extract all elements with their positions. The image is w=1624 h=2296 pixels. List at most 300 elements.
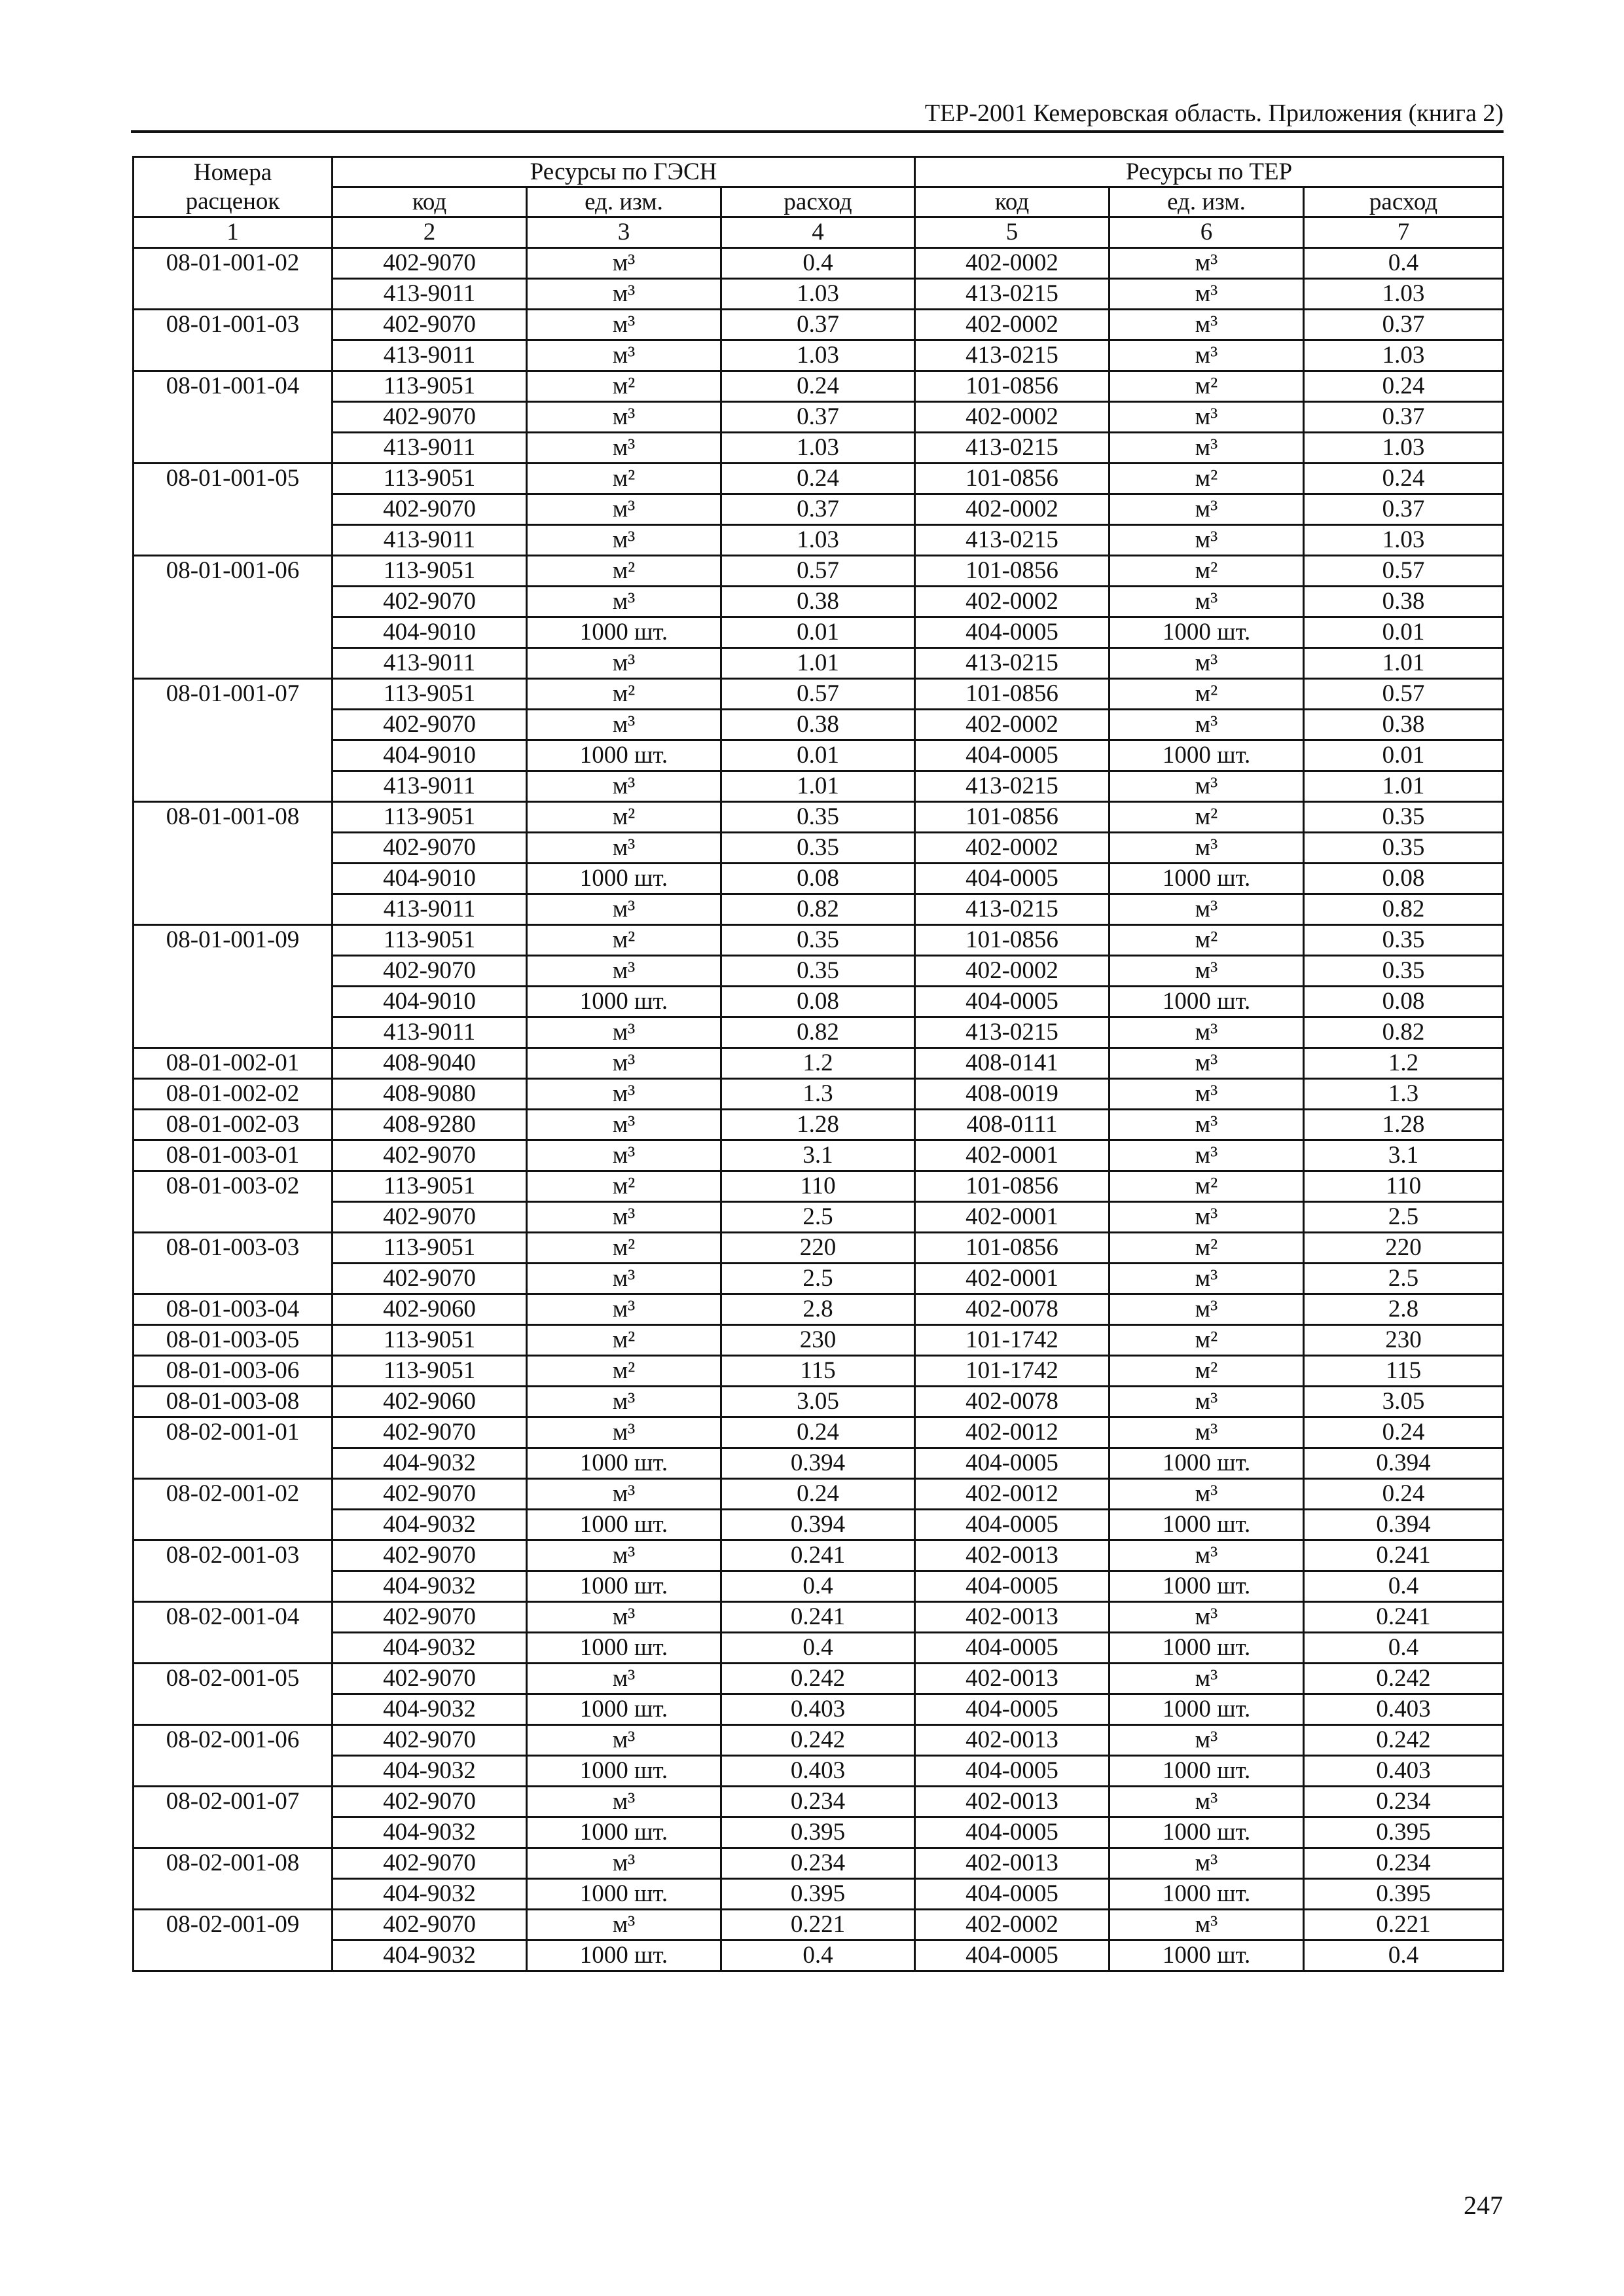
gesn-code-cell: 402-9070	[333, 1910, 527, 1941]
rate-number-cell: 08-01-001-06	[134, 556, 333, 587]
gesn-amount-cell: 0.234	[721, 1848, 915, 1879]
gesn-code-cell: 404-9032	[333, 1756, 527, 1787]
gesn-code-cell: 402-9060	[333, 1387, 527, 1417]
gesn-unit-cell: м³	[527, 833, 721, 864]
gesn-unit-cell: 1000 шт.	[527, 864, 721, 894]
ter-unit-cell: м²	[1110, 556, 1304, 587]
ter-amount-cell: 0.08	[1304, 864, 1504, 894]
ter-amount-cell: 1.3	[1304, 1079, 1504, 1110]
col-number: 7	[1304, 217, 1504, 248]
ter-code-cell: 404-0005	[915, 1510, 1110, 1540]
gesn-amount-cell: 2.8	[721, 1294, 915, 1325]
gesn-amount-cell: 115	[721, 1356, 915, 1387]
gesn-amount-cell: 0.08	[721, 864, 915, 894]
gesn-code-cell: 404-9032	[333, 1694, 527, 1725]
gesn-unit-cell: м³	[527, 1387, 721, 1417]
ter-unit-cell: 1000 шт.	[1110, 1817, 1304, 1848]
ter-amount-cell: 0.4	[1304, 1941, 1504, 1971]
gesn-unit-cell: 1000 шт.	[527, 1941, 721, 1971]
rate-number-cell-empty	[134, 740, 333, 771]
ter-code-cell: 101-0856	[915, 464, 1110, 494]
ter-code-cell: 413-0215	[915, 648, 1110, 679]
rate-number-cell: 08-02-001-05	[134, 1664, 333, 1694]
ter-code-cell: 101-0856	[915, 1233, 1110, 1264]
ter-code-cell: 402-0013	[915, 1540, 1110, 1571]
gesn-unit-cell: 1000 шт.	[527, 1879, 721, 1910]
ter-code-cell: 404-0005	[915, 1633, 1110, 1664]
ter-unit-cell: м³	[1110, 1479, 1304, 1510]
ter-amount-cell: 2.5	[1304, 1202, 1504, 1233]
ter-code-cell: 402-0013	[915, 1848, 1110, 1879]
rate-number-cell-empty	[134, 648, 333, 679]
ter-amount-cell: 0.57	[1304, 556, 1504, 587]
ter-amount-cell: 1.03	[1304, 279, 1504, 310]
gesn-amount-cell: 0.57	[721, 679, 915, 710]
gesn-unit-cell: 1000 шт.	[527, 1756, 721, 1787]
ter-unit-cell: м³	[1110, 340, 1304, 371]
ter-unit-cell: м³	[1110, 1264, 1304, 1294]
gesn-unit-cell: м³	[527, 1140, 721, 1171]
rate-number-cell-empty	[134, 771, 333, 802]
ter-amount-cell: 0.234	[1304, 1848, 1504, 1879]
rate-number-cell: 08-02-001-04	[134, 1602, 333, 1633]
gesn-code-cell: 402-9070	[333, 248, 527, 279]
gesn-unit-cell: 1000 шт.	[527, 1448, 721, 1479]
ter-amount-cell: 0.57	[1304, 679, 1504, 710]
ter-unit-cell: 1000 шт.	[1110, 1756, 1304, 1787]
ter-unit-cell: м³	[1110, 1079, 1304, 1110]
table-row	[134, 402, 1504, 433]
gesn-code-cell: 408-9080	[333, 1079, 527, 1110]
ter-amount-cell: 3.1	[1304, 1140, 1504, 1171]
col-gesn-amount: расход	[721, 187, 915, 217]
rate-number-cell-empty	[134, 1202, 333, 1233]
rate-number-cell: 08-02-001-02	[134, 1479, 333, 1510]
gesn-unit-cell: м²	[527, 802, 721, 833]
ter-amount-cell: 0.395	[1304, 1879, 1504, 1910]
rate-number-cell-empty	[134, 1264, 333, 1294]
ter-amount-cell: 1.03	[1304, 525, 1504, 556]
gesn-unit-cell: м³	[527, 1848, 721, 1879]
gesn-unit-cell: м³	[527, 1417, 721, 1448]
ter-code-cell: 404-0005	[915, 1571, 1110, 1602]
gesn-amount-cell: 0.35	[721, 925, 915, 956]
ter-amount-cell: 0.38	[1304, 587, 1504, 617]
rate-number-cell-empty	[134, 1817, 333, 1848]
gesn-group-header: Ресурсы по ГЭСН	[333, 157, 915, 187]
ter-amount-cell: 2.8	[1304, 1294, 1504, 1325]
ter-code-cell: 402-0001	[915, 1264, 1110, 1294]
rate-number-cell: 08-01-003-01	[134, 1140, 333, 1171]
ter-unit-cell: 1000 шт.	[1110, 864, 1304, 894]
table-head	[134, 157, 1504, 248]
gesn-code-cell: 404-9032	[333, 1633, 527, 1664]
col-number: 4	[721, 217, 915, 248]
ter-amount-cell: 0.35	[1304, 833, 1504, 864]
ter-unit-cell: м²	[1110, 802, 1304, 833]
rate-number-cell: 08-01-003-06	[134, 1356, 333, 1387]
table-row	[134, 1325, 1504, 1356]
gesn-amount-cell: 0.394	[721, 1448, 915, 1479]
ter-amount-cell: 110	[1304, 1171, 1504, 1202]
gesn-unit-cell: м²	[527, 556, 721, 587]
ter-unit-cell: м³	[1110, 1417, 1304, 1448]
ter-code-cell: 404-0005	[915, 1941, 1110, 1971]
table-row	[134, 279, 1504, 310]
ter-amount-cell: 0.37	[1304, 494, 1504, 525]
ter-unit-cell: м³	[1110, 1602, 1304, 1633]
gesn-unit-cell: 1000 шт.	[527, 1817, 721, 1848]
gesn-code-cell: 404-9032	[333, 1817, 527, 1848]
table-row	[134, 1140, 1504, 1171]
gesn-unit-cell: м³	[527, 1110, 721, 1140]
table-row	[134, 1448, 1504, 1479]
ter-code-cell: 402-0078	[915, 1294, 1110, 1325]
ter-amount-cell: 0.01	[1304, 617, 1504, 648]
gesn-code-cell: 408-9040	[333, 1048, 527, 1079]
ter-amount-cell: 0.35	[1304, 956, 1504, 987]
ter-unit-cell: 1000 шт.	[1110, 1941, 1304, 1971]
ter-unit-cell: 1000 шт.	[1110, 740, 1304, 771]
gesn-code-cell: 404-9032	[333, 1941, 527, 1971]
table-row	[134, 956, 1504, 987]
rate-number-cell-empty	[134, 987, 333, 1017]
rate-number-cell: 08-01-003-02	[134, 1171, 333, 1202]
gesn-amount-cell: 1.03	[721, 525, 915, 556]
header-row-numbers	[134, 217, 1504, 248]
gesn-unit-cell: 1000 шт.	[527, 740, 721, 771]
gesn-code-cell: 402-9070	[333, 1848, 527, 1879]
gesn-unit-cell: м³	[527, 1787, 721, 1817]
table-row	[134, 1387, 1504, 1417]
ter-code-cell: 402-0002	[915, 1910, 1110, 1941]
ter-code-cell: 408-0141	[915, 1048, 1110, 1079]
ter-unit-cell: м³	[1110, 587, 1304, 617]
table-row	[134, 1048, 1504, 1079]
ter-unit-cell: м²	[1110, 464, 1304, 494]
gesn-unit-cell: м²	[527, 1233, 721, 1264]
ter-unit-cell: 1000 шт.	[1110, 1448, 1304, 1479]
gesn-code-cell: 113-9051	[333, 1325, 527, 1356]
gesn-amount-cell: 0.24	[721, 371, 915, 402]
table-row	[134, 1756, 1504, 1787]
ter-code-cell: 101-0856	[915, 679, 1110, 710]
ter-unit-cell: м³	[1110, 1387, 1304, 1417]
gesn-code-cell: 413-9011	[333, 894, 527, 925]
rate-number-cell-empty	[134, 1510, 333, 1540]
col-ter-unit: ед. изм.	[1110, 187, 1304, 217]
rate-number-cell-empty	[134, 710, 333, 740]
ter-code-cell: 101-1742	[915, 1325, 1110, 1356]
gesn-amount-cell: 0.35	[721, 956, 915, 987]
ter-unit-cell: м³	[1110, 1910, 1304, 1941]
gesn-code-cell: 402-9070	[333, 1417, 527, 1448]
ter-amount-cell: 0.37	[1304, 402, 1504, 433]
ter-unit-cell: м³	[1110, 279, 1304, 310]
gesn-unit-cell: 1000 шт.	[527, 1510, 721, 1540]
table-row	[134, 1079, 1504, 1110]
gesn-code-cell: 113-9051	[333, 1171, 527, 1202]
gesn-code-cell: 413-9011	[333, 1017, 527, 1048]
gesn-amount-cell: 0.4	[721, 248, 915, 279]
gesn-amount-cell: 0.35	[721, 802, 915, 833]
table-row	[134, 1510, 1504, 1540]
ter-code-cell: 402-0013	[915, 1725, 1110, 1756]
col-gesn-unit: ед. изм.	[527, 187, 721, 217]
ter-code-cell: 413-0215	[915, 771, 1110, 802]
table-row	[134, 248, 1504, 279]
gesn-amount-cell: 0.4	[721, 1941, 915, 1971]
ter-unit-cell: м³	[1110, 494, 1304, 525]
ter-amount-cell: 0.08	[1304, 987, 1504, 1017]
table-row	[134, 1356, 1504, 1387]
rate-number-cell-empty	[134, 1694, 333, 1725]
ter-code-cell: 402-0002	[915, 710, 1110, 740]
table-row	[134, 340, 1504, 371]
rate-number-cell: 08-01-003-04	[134, 1294, 333, 1325]
gesn-amount-cell: 1.3	[721, 1079, 915, 1110]
ter-amount-cell: 0.35	[1304, 802, 1504, 833]
table-row	[134, 771, 1504, 802]
gesn-amount-cell: 0.24	[721, 1479, 915, 1510]
gesn-amount-cell: 3.05	[721, 1387, 915, 1417]
gesn-amount-cell: 1.03	[721, 279, 915, 310]
ter-code-cell: 404-0005	[915, 1448, 1110, 1479]
ter-unit-cell: м³	[1110, 1848, 1304, 1879]
gesn-amount-cell: 0.38	[721, 710, 915, 740]
ter-amount-cell: 220	[1304, 1233, 1504, 1264]
ter-unit-cell: м³	[1110, 771, 1304, 802]
table-row	[134, 925, 1504, 956]
gesn-unit-cell: м²	[527, 1325, 721, 1356]
rate-number-cell: 08-02-001-06	[134, 1725, 333, 1756]
gesn-code-cell: 402-9070	[333, 402, 527, 433]
ter-unit-cell: 1000 шт.	[1110, 1510, 1304, 1540]
ter-code-cell: 101-0856	[915, 925, 1110, 956]
gesn-code-cell: 404-9010	[333, 987, 527, 1017]
ter-unit-cell: м³	[1110, 956, 1304, 987]
gesn-amount-cell: 0.403	[721, 1694, 915, 1725]
header-row-groups	[134, 157, 1504, 187]
col-number: 5	[915, 217, 1110, 248]
rate-number-cell-empty	[134, 402, 333, 433]
table-row	[134, 648, 1504, 679]
gesn-unit-cell: м³	[527, 1264, 721, 1294]
table-row	[134, 587, 1504, 617]
col-ter-code: код	[915, 187, 1110, 217]
ter-unit-cell: м³	[1110, 1725, 1304, 1756]
ter-unit-cell: м³	[1110, 710, 1304, 740]
ter-amount-cell: 0.241	[1304, 1602, 1504, 1633]
ter-amount-cell: 0.82	[1304, 1017, 1504, 1048]
gesn-code-cell: 413-9011	[333, 525, 527, 556]
table-row	[134, 371, 1504, 402]
gesn-amount-cell: 0.37	[721, 402, 915, 433]
page-number: 247	[1464, 2191, 1503, 2220]
gesn-code-cell: 402-9070	[333, 710, 527, 740]
gesn-amount-cell: 0.24	[721, 1417, 915, 1448]
table-row	[134, 1633, 1504, 1664]
table-row	[134, 1264, 1504, 1294]
ter-amount-cell: 1.28	[1304, 1110, 1504, 1140]
gesn-code-cell: 404-9032	[333, 1448, 527, 1479]
rate-number-cell: 08-01-001-07	[134, 679, 333, 710]
ter-unit-cell: 1000 шт.	[1110, 1633, 1304, 1664]
rate-number-cell-empty	[134, 525, 333, 556]
gesn-amount-cell: 0.82	[721, 1017, 915, 1048]
gesn-amount-cell: 1.01	[721, 771, 915, 802]
table-row	[134, 1817, 1504, 1848]
gesn-code-cell: 402-9070	[333, 956, 527, 987]
ter-code-cell: 402-0012	[915, 1479, 1110, 1510]
table-body	[134, 248, 1504, 1971]
table-row	[134, 1664, 1504, 1694]
gesn-code-cell: 113-9051	[333, 1356, 527, 1387]
gesn-unit-cell: м²	[527, 371, 721, 402]
header-row-columns	[134, 187, 1504, 217]
ter-unit-cell: 1000 шт.	[1110, 987, 1304, 1017]
ter-unit-cell: м²	[1110, 1171, 1304, 1202]
gesn-code-cell: 404-9010	[333, 864, 527, 894]
ter-amount-cell: 0.403	[1304, 1694, 1504, 1725]
ter-code-cell: 402-0001	[915, 1202, 1110, 1233]
gesn-amount-cell: 1.2	[721, 1048, 915, 1079]
gesn-amount-cell: 0.241	[721, 1602, 915, 1633]
rate-number-cell: 08-01-002-03	[134, 1110, 333, 1140]
col-number: 3	[527, 217, 721, 248]
rate-number-cell: 08-01-003-05	[134, 1325, 333, 1356]
table-row	[134, 433, 1504, 464]
gesn-amount-cell: 1.28	[721, 1110, 915, 1140]
gesn-unit-cell: м³	[527, 340, 721, 371]
ter-code-cell: 402-0002	[915, 587, 1110, 617]
gesn-code-cell: 404-9032	[333, 1571, 527, 1602]
table-row	[134, 1725, 1504, 1756]
gesn-amount-cell: 0.08	[721, 987, 915, 1017]
gesn-code-cell: 402-9070	[333, 1787, 527, 1817]
ter-code-cell: 402-0002	[915, 494, 1110, 525]
ter-code-cell: 404-0005	[915, 1879, 1110, 1910]
gesn-amount-cell: 230	[721, 1325, 915, 1356]
gesn-unit-cell: 1000 шт.	[527, 1571, 721, 1602]
rate-number-cell-empty	[134, 1571, 333, 1602]
ter-amount-cell: 0.24	[1304, 1417, 1504, 1448]
gesn-amount-cell: 0.24	[721, 464, 915, 494]
ter-code-cell: 408-0019	[915, 1079, 1110, 1110]
gesn-unit-cell: м³	[527, 771, 721, 802]
gesn-code-cell: 113-9051	[333, 1233, 527, 1264]
ter-code-cell: 402-0078	[915, 1387, 1110, 1417]
gesn-code-cell: 402-9070	[333, 833, 527, 864]
gesn-code-cell: 402-9070	[333, 494, 527, 525]
table-row	[134, 833, 1504, 864]
ter-unit-cell: м³	[1110, 894, 1304, 925]
table-row	[134, 1417, 1504, 1448]
table-row	[134, 556, 1504, 587]
ter-code-cell: 402-0002	[915, 833, 1110, 864]
ter-amount-cell: 0.24	[1304, 1479, 1504, 1510]
gesn-amount-cell: 0.37	[721, 310, 915, 340]
ter-code-cell: 402-0002	[915, 402, 1110, 433]
gesn-amount-cell: 2.5	[721, 1202, 915, 1233]
ter-unit-cell: м³	[1110, 1110, 1304, 1140]
gesn-code-cell: 402-9070	[333, 1264, 527, 1294]
gesn-unit-cell: м²	[527, 1356, 721, 1387]
ter-code-cell: 413-0215	[915, 525, 1110, 556]
gesn-amount-cell: 0.37	[721, 494, 915, 525]
table-row	[134, 987, 1504, 1017]
table-row	[134, 1110, 1504, 1140]
ter-code-cell: 402-0002	[915, 956, 1110, 987]
ter-amount-cell: 3.05	[1304, 1387, 1504, 1417]
ter-amount-cell: 0.394	[1304, 1448, 1504, 1479]
gesn-unit-cell: 1000 шт.	[527, 617, 721, 648]
col-number: 2	[333, 217, 527, 248]
gesn-amount-cell: 0.242	[721, 1725, 915, 1756]
rate-number-cell-empty	[134, 833, 333, 864]
gesn-code-cell: 402-9070	[333, 1479, 527, 1510]
ter-unit-cell: м³	[1110, 1017, 1304, 1048]
ter-code-cell: 101-0856	[915, 371, 1110, 402]
gesn-amount-cell: 0.01	[721, 740, 915, 771]
rate-number-cell: 08-01-001-03	[134, 310, 333, 340]
ter-amount-cell: 1.03	[1304, 340, 1504, 371]
rate-number-cell: 08-02-001-03	[134, 1540, 333, 1571]
ter-unit-cell: 1000 шт.	[1110, 1571, 1304, 1602]
gesn-amount-cell: 3.1	[721, 1140, 915, 1171]
gesn-amount-cell: 0.234	[721, 1787, 915, 1817]
ter-amount-cell: 0.35	[1304, 925, 1504, 956]
gesn-unit-cell: м³	[527, 894, 721, 925]
table-row	[134, 1694, 1504, 1725]
rate-number-cell-empty	[134, 433, 333, 464]
rate-number-cell: 08-01-003-03	[134, 1233, 333, 1264]
gesn-code-cell: 113-9051	[333, 371, 527, 402]
gesn-code-cell: 402-9070	[333, 1602, 527, 1633]
table-row	[134, 1602, 1504, 1633]
rate-number-cell-empty	[134, 1448, 333, 1479]
ter-amount-cell: 1.2	[1304, 1048, 1504, 1079]
table-row	[134, 310, 1504, 340]
table-row	[134, 494, 1504, 525]
gesn-code-cell: 402-9070	[333, 587, 527, 617]
gesn-code-cell: 404-9010	[333, 740, 527, 771]
gesn-code-cell: 404-9032	[333, 1879, 527, 1910]
gesn-unit-cell: м³	[527, 494, 721, 525]
ter-amount-cell: 0.38	[1304, 710, 1504, 740]
gesn-amount-cell: 1.03	[721, 433, 915, 464]
ter-unit-cell: м³	[1110, 648, 1304, 679]
ter-unit-cell: м³	[1110, 1787, 1304, 1817]
gesn-unit-cell: м³	[527, 1017, 721, 1048]
ter-unit-cell: м²	[1110, 1325, 1304, 1356]
table-row	[134, 1571, 1504, 1602]
gesn-unit-cell: м³	[527, 1664, 721, 1694]
ter-unit-cell: м³	[1110, 1540, 1304, 1571]
gesn-unit-cell: м²	[527, 1171, 721, 1202]
gesn-amount-cell: 2.5	[721, 1264, 915, 1294]
rate-number-cell-empty	[134, 956, 333, 987]
table-row	[134, 894, 1504, 925]
ter-amount-cell: 0.24	[1304, 464, 1504, 494]
ter-code-cell: 413-0215	[915, 894, 1110, 925]
gesn-unit-cell: м³	[527, 279, 721, 310]
gesn-unit-cell: м³	[527, 1048, 721, 1079]
ter-code-cell: 404-0005	[915, 1756, 1110, 1787]
ter-unit-cell: 1000 шт.	[1110, 1694, 1304, 1725]
table-row	[134, 1202, 1504, 1233]
gesn-unit-cell: м³	[527, 1540, 721, 1571]
